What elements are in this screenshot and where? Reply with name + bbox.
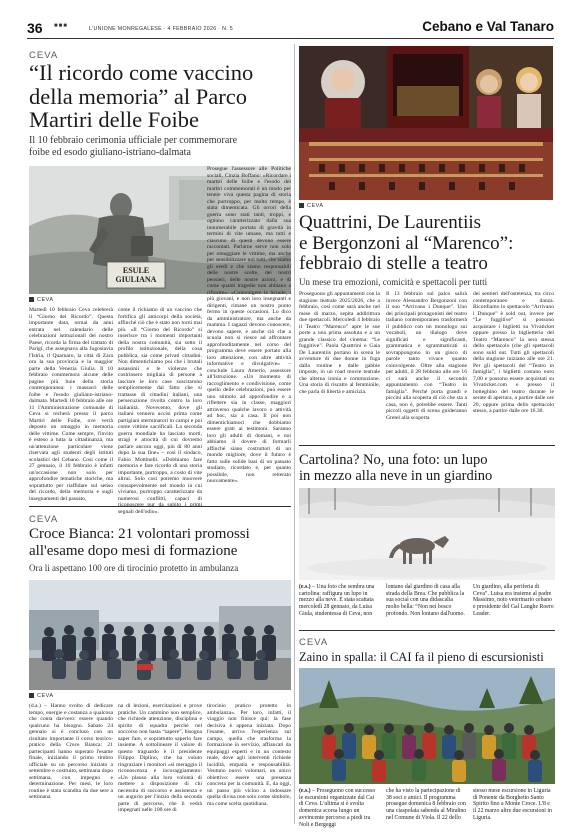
- article1-subtitle: [29, 135, 291, 159]
- theater-collage-photo: [299, 46, 553, 200]
- article5-lead: (e.s.): [299, 788, 311, 794]
- article2-photo-credit: [299, 203, 324, 209]
- article2-title-line: febbraio di stelle a teatro: [299, 253, 488, 274]
- hikers-group-photo: [299, 668, 555, 784]
- article3-photo: [29, 580, 291, 690]
- photo-credit-label: CEVA: [37, 693, 54, 699]
- article2-title-line: Quattrini, De Laurentiis: [299, 212, 482, 233]
- article5-column-3: stesso mese escursione in Liguria di Ponente da Borghetto Santo Spirito fino a Monte Croce. L'8 e il 22 marzo altre due escursioni in Liguria.: [473, 788, 552, 821]
- article1-title-line: “Il ricordo come vaccino: [29, 60, 254, 85]
- article4-column-3: Un giardino, alla periferia di Ceva”. Luisa era insieme al padre Massimo, noto veterinario cebano e presidente del Gal Langhe Roero Leader.: [473, 584, 554, 617]
- article3-subtitle: Ora li aspettano 100 ore di tirocinio protetto in ambulanza: [29, 563, 239, 573]
- article4-title-line: Cartolina? No, una foto: un lupo: [299, 452, 488, 468]
- article3-column-2: na di lezioni, esercitazioni e prove pratiche. Un cammino non semplice, che richiede attenzione, disciplina e spirito di squadra perché nel soccorso non basta “sapere”, bisogna saper fare, e soprattutto saperlo fare insieme. A sottolineare il valore di questo traguardo è il presidente Filippo Diplino, che ha voluto ringraziare i monitori «si meraggio il riconoscenza e incoraggiamento: «Un plauso alla loro volontà di mettere a disposizione di chi necessita di soccorso e assistenza e un augurio per l'inizio della seconda parte di percorso, che li vedrà impegnati nelle 100 ore di: [118, 703, 202, 813]
- article2-column-1: Proseguono gli appuntamenti con la stagione teatrale 2025/2026, che a febbraio, così come sarà anche nel mese di marzo, sepita addirittura due spettacoli. Mercoledì 4 febbraio il Teatro “Marenco” apre le sue porte a una prima assoluta e a un grande classico del cinema: “Le fuggitive”. Paola Quattrini e Gaia De Laurentiis portano in scena le avventure di due donne in fuga dalla routine e dalle gabbie imposte, in un road movie teatrale che alterna ironia e commozione. Una storia di riscatto al femminile, che parla di libertà e amicizia.: [299, 291, 380, 395]
- article4-title: [299, 452, 555, 484]
- article-separator: [29, 506, 291, 507]
- article1-subtitle-line: Il 10 febbraio cerimonia ufficiale per commemorare: [29, 135, 238, 146]
- article4-column-1: [299, 584, 380, 626]
- square-bullet-icon: [29, 297, 34, 302]
- article5-column-2: che ha visto la partecipazione di 38 soci e amici. Il programma prosegue domenica 8 febbraio con una ciaspolata sabenda al Mindino nel Comune di Viola. Il 22 dello: [386, 788, 467, 821]
- article1-subtitle-line: foibe ed esodo giuliano-istriano-dalmata: [29, 147, 191, 158]
- article1-column-1: Martedì 10 febbraio Ceva celebrerà il “Giorno del Ricordo”. Questa importante data, ormai da anni entrata nel calendario delle celebrazioni istituzionali del nostro Paese, ricorda la firma del trattato di Parigi, che assegnava alla Jugoslavia l'Istria, il Quarnaro, la città di Zara ora la sua provincia e la maggior parte della Venezia Giulia. Il 10 febbraio commemora alcune delle pagine più buie della storia contemporanea: i massacri delle foibe e l'esodo giuliano-istriano-dalmata. Martedì 10 febbraio alle ore 11 l'Amministrazione comunale di Ceva si recherà presso il parco Martiri delle Foibe, ove verrà deposto un omaggio in memoria delle vittime. Come sempre, l'invito è esteso a tutta la cittadinanza, ma un'attenzione particolare viene riservata agli studenti degli istituti scolastici del Cebano. Così come il 27 gennaio, il 10 febbraio è infatti un'occasione non solo per approfondire tematiche storiche, ma soprattutto per riaffidare sul senso del ricordo, della memoria e sugli insegnamenti del passato,: [29, 307, 113, 502]
- volunteers-group-photo: [29, 580, 291, 690]
- article4-lead: (e.s.): [299, 584, 311, 590]
- article2-subtitle: Un mese tra emozioni, comicità e spettacoli per tutti: [299, 277, 488, 287]
- article4-column-2: lontano dal giardino di casa alla strada della Brea. Che pubblica la sua social con una didascalia molto bella: “Non nei bosco profondo. Non lontano dall'uomo.: [386, 584, 465, 617]
- article1-title-line: Martiri delle Foibe: [29, 107, 199, 132]
- article2-title: [299, 213, 555, 275]
- article-separator: [299, 630, 555, 631]
- square-bullet-icon: [299, 203, 304, 208]
- article4-title-line: in mezzo alla neve in un giardino: [299, 468, 493, 484]
- photo-credit-label: CEVA: [37, 297, 54, 303]
- masthead: L'UNIONE MONREGALESE · 4 FEBBRAIO 2026 · N. 5: [89, 26, 234, 32]
- article3-title: [29, 526, 291, 559]
- article3-column-1: (d.a.) – Hanno svolto di dedicare tempo, energie e costanza a qualcosa che conta davvero: essere quando qualcuno ha bisogno. Sabato 24 gennaio si è concluso con un risultato importante il corso teorico-pratico della Croce Bianca: 21 partecipanti hanno superato l'esame finale, iniziando il primo timbro ufficiale su un percorso iniziato a settembre e costruito, settimana dopo settimana, con impegno e determinazione. Per mesi, le loro routine è stata scandita da due sere a settimana: [29, 703, 113, 800]
- article5-kicker: CEVA: [299, 637, 329, 648]
- article3-column-3: tirocinio pratico protetto in ambulanza». Per loro, infatti, il viaggio non finisce qui: la fase decisiva è appena iniziata. Dopo l'esame, arriva l'esperienza sul campo, quella che trasforma la formazione in servizio, affiancati da equipaggi esperti e in un contesto reale, dove agli interventi richiede lucidità, empatia e responsabilità. Ventuno nuovi volontari, un unico obiettivo: essere una presenza concreta per la comunità. E, da oggi, un passo più vicino a indossare quella divisa non solo come simbolo, ma come scelta quotidiana.: [207, 703, 291, 807]
- article4-photo: [299, 488, 555, 580]
- article1-column-3: Prosegue l'assessore alle Politiche sociali, Cinzia Boffano: «Ricordare i martiri delle foibe e l'esodo dei martiri commemorati è un modo per tenere viva questa pagina di storia che purtroppo, per molto tempo, è stata dimenticata. Gli orrori della guerra sono stati tanti, troppi, e ognuno caratterizzato dalla sua innumerabile portata di gravità in termini di vite umane, ma tutti e ciascuno di questi devono essere raccontati. Parlarne serve non solo per omaggiare le vittime, ma anche per sensibilizzare noi tutti, che siamo gli eredi e che siamo responsabili delle nostre scelte, dei nostri pensieri, delle nostre azioni, e di come quanti tragedie non abbiano a rifiorire». «Coinvolgere le Scuole, i più giovani, e non loro insegnanti e dirigenti, rimane un nostro punto fermo in queste occasioni. Lo dico da amministratore, ma anche da mamma. I ragazzi devono conoscere, devono sapere, e anche ciò che a scuola non si riesce ad affrontare approfonditamente nel corso del programma deve essere portato alla loro attenzione, con altre attività informative e divulgative» – conclude Laura Amerio, assessore all'Istruzione. «Un momento di raccoglimento e condivisione, come quello delle celebrazioni, può essere uno stimolo ad approfondire e a riflettere sia in classe, maggiori attraverso qualche lavoro o attività ad hoc, sia a casa. Il poi non dimentichiamoci che dobbiamo essere grati ai testimoni. Saranno loro gli adulti di domani, e noi abbiamo il dovere di formarli affinché siano costruttori di un mondo migliore, dove il futuro è fatto sulle solide basi di un passato studiato, ricordato e, per quanto possibile, non reiterato nuovamente».: [207, 166, 291, 484]
- column-divider: [294, 44, 295, 824]
- wolf-in-snow-photo: [299, 488, 555, 580]
- article2-column-3: dei sentieri dell'ostetenza, tra circo contemporaneo e danza. Ricordiamo lo spettacolo “Arrivano i Dunque” è sold out, invece per “Le fuggitive” si possono acquistare i biglietti su Vivaticket oppure presso la biglietteria del Teatro “Marenco” la sera stessa dello spettacolo (che gli spettacoli sono sold out. Tutti gli spettacoli della stagione iniziano alle ore 21. Per gli spettacoli del “Teatro in famiglia”, i biglietti costano euro 7,00 e possono essere acquistati su Vivaticket.com e presso il botteghino del teatro durante le serate di apertura, a partire dalle ore 20, oppure prima dello spettacolo stesso, a partire dalle ore 16.30.: [473, 291, 554, 414]
- article1-title: [29, 61, 291, 132]
- article2-column-2: Il 13 febbraio sul palco salirà invece Alessandro Bergonzoni con il suo “Arrivano i Dunque”. Uno dei principali protagonisti del teatro italiano contemporaneo trasformerà il pubblico con un monologo sui vocaboli, un dialogo dove significati e significanti, grammatica e sgrammaticati si sovrappongono in un gioco di parole tanto vivace quanto coinvolgente. Oltre alla stagione per adulti, il 28 febbraio alle ore 16 ci sarà anche il secondo appuntamento con “Teatro in famiglia”. Perché porta grandi e piccini alla scoperta di ciò che sta a casa, non è, potrebbe essere. Tanti piccoli oggetti di scena guideranno Gretel alla scoperta: [386, 291, 467, 421]
- article3-photo-credit: [29, 693, 54, 699]
- article5-title: Zaino in spalla: il CAI fa il pieno di escursionisti: [299, 650, 544, 664]
- article3-kicker: CEVA: [29, 514, 59, 525]
- article1-photo-credit: [29, 297, 54, 303]
- page-number: 36: [27, 20, 43, 36]
- square-bullet-icon: [29, 693, 34, 698]
- header-dots: ■■■: [54, 23, 68, 29]
- photo-credit-label: CEVA: [307, 203, 324, 209]
- article3-title-line: Croce Bianca: 21 volontari promossi: [29, 526, 250, 542]
- article1-kicker: CEVA: [29, 50, 59, 61]
- article4-col1-text: – Una foto che sembra una cartolina: raffigura un lupo in mezzo alla neve. È stata scattata mercoledì 28 gennaio, da Luisa Giula, studentessa di Ceva, non: [299, 584, 375, 617]
- article5-photo: [299, 668, 555, 784]
- article-separator: [299, 445, 555, 446]
- statue-sign-text: ESULE GIULIANA: [115, 266, 157, 284]
- article5-column-1: [299, 788, 380, 828]
- page-header: [27, 20, 554, 36]
- article3-title-line: all'esame dopo mesi di formazione: [29, 542, 238, 559]
- article5-col1-text: – Proseguono con successo le escursioni organizzate dal Cai di Ceva. L'ultima si è svolta domenica scorsa lungo un avvincente percorso a piedi tra Noli e Bergeggi: [299, 788, 376, 828]
- section-title: Cebano e Val Tanaro: [422, 19, 554, 34]
- article1-title-line: della memoria” al Parco: [29, 83, 248, 109]
- article2-title-line: e Bergonzoni al “Marenco”:: [299, 232, 514, 254]
- header-rule: [27, 38, 554, 39]
- article2-photo: [299, 46, 553, 200]
- article1-column-2: come il richiamo di un vaccino che fortifica gli anticorpi della società, affinché ciò che è stato non torni mai più. «Il “Giorno del Ricordo” si inserisce tra i momenti importanti della nostra comunità, sia sotto il profilo istituzionale, della cosa pubblica, sia come privati cittadini. Non dimentichiamo poi che i brutali assassinii e le violenze che costrinsero migliaia di persone a lasciare le loro case suscitarono semplicemente dal fatto che si trattasse di cittadini italiani, una persecuzione rivolta contro la loro italianità. Novecento, dove gli italiani vennero uccisi prima come partigiani sterminatori in campi e poi come vittime sacrificali. La seconda guerra mondiale ha lasciato morti, stragi e atrocità di cui dovremo parlare ancora oggi, più di 80 anni dopo la sua fine» – così il sindaco, Fabio Mottinelli. «Dobbiamo fare memoria e fare ricordo di una storia importante, purtroppo, a costo di vite altrui. Solo così potremo muovere consapevolmente nel mondo in cui viviamo, purtroppo caratterizzato da numerosi conflitti, capaci di riconoscere pur da subito i primi segnali dell'odio».: [118, 307, 202, 515]
